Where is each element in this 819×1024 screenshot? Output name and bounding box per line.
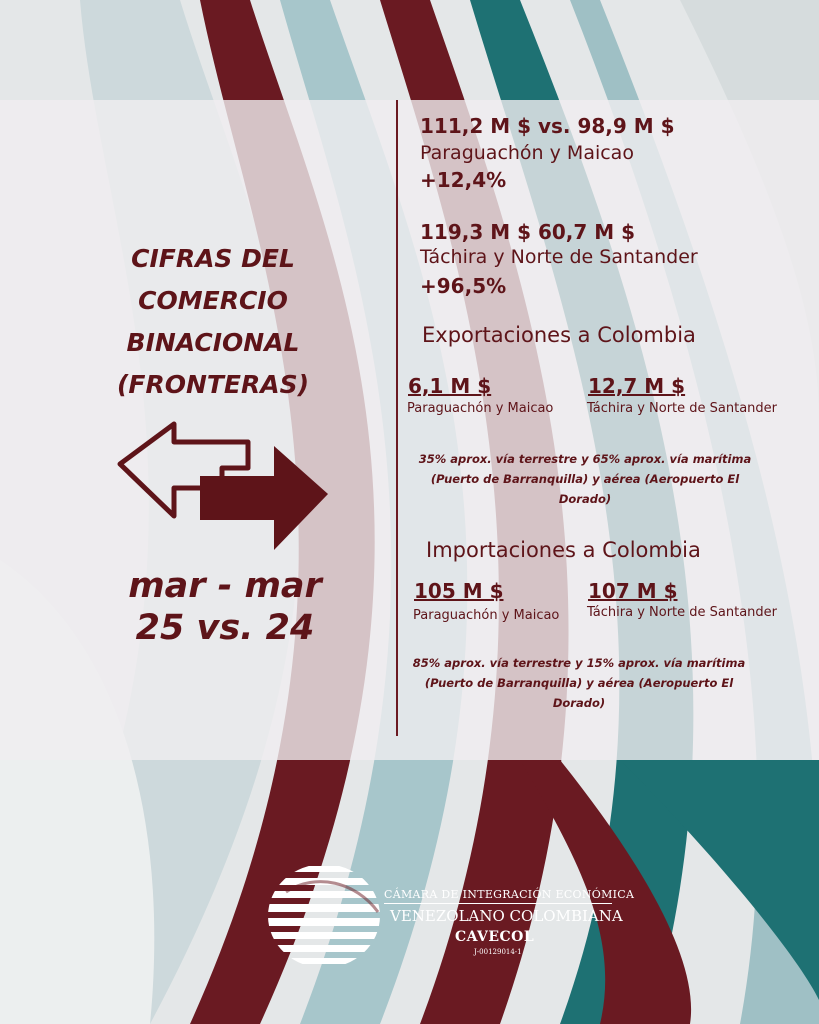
exchange-arrows — [112, 412, 334, 558]
note-line: 85% aprox. vía terrestre y 15% aprox. vía marítima — [412, 656, 746, 670]
note-line: Dorado) — [552, 696, 606, 710]
logo-name: CAVECOL — [455, 929, 535, 945]
date-line: 25 vs. 24 — [135, 608, 315, 648]
title-line: BINACIONAL — [126, 328, 300, 357]
exports-note — [400, 449, 770, 509]
note-line: 35% aprox. vía terrestre y 65% aprox. vía marítima — [418, 452, 752, 466]
title-line: CIFRAS DEL — [131, 244, 295, 273]
summary-values: 111,2 M $ vs. 98,9 M $ — [420, 114, 675, 138]
date-range — [110, 565, 340, 649]
logo-rif: J-00129014-1 — [474, 948, 522, 956]
title-line: COMERCIO — [138, 286, 288, 315]
title-line: (FRONTERAS) — [116, 370, 310, 399]
export-value: 6,1 M $ — [408, 374, 492, 398]
summary-change: +12,4% — [420, 168, 507, 192]
summary-values: 119,3 M $ 60,7 M $ — [420, 220, 636, 244]
logo-rule — [384, 903, 612, 904]
summary-region: Paraguachón y Maicao — [420, 142, 634, 164]
imports-note — [394, 653, 764, 713]
summary-region: Táchira y Norte de Santander — [420, 246, 698, 268]
arrow-right-solid-icon — [200, 446, 328, 550]
page-title — [108, 238, 318, 406]
note-line: (Puerto de Barranquilla) y aérea (Aeropuerto El — [430, 472, 740, 486]
import-region: Paraguachón y Maicao — [413, 608, 560, 623]
import-value: 107 M $ — [588, 579, 678, 603]
globe-logo-icon — [266, 862, 382, 970]
note-line: Dorado) — [558, 492, 612, 506]
export-region: Táchira y Norte de Santander — [587, 401, 778, 416]
import-region: Táchira y Norte de Santander — [587, 605, 778, 620]
note-line: (Puerto de Barranquilla) y aérea (Aeropuerto El — [424, 676, 734, 690]
export-region: Paraguachón y Maicao — [407, 401, 554, 416]
date-line: mar - mar — [128, 566, 322, 606]
import-value: 105 M $ — [414, 579, 504, 603]
export-value: 12,7 M $ — [588, 374, 686, 398]
exports-heading: Exportaciones a Colombia — [422, 323, 696, 347]
logo-line1: CÁMARA DE INTEGRACIÓN ECONÓMICA — [384, 888, 635, 901]
logo-line2: VENEZOLANO COLOMBIANA — [390, 907, 623, 925]
summary-change: +96,5% — [420, 274, 507, 298]
imports-heading: Importaciones a Colombia — [426, 538, 701, 562]
divider-line — [396, 100, 398, 736]
